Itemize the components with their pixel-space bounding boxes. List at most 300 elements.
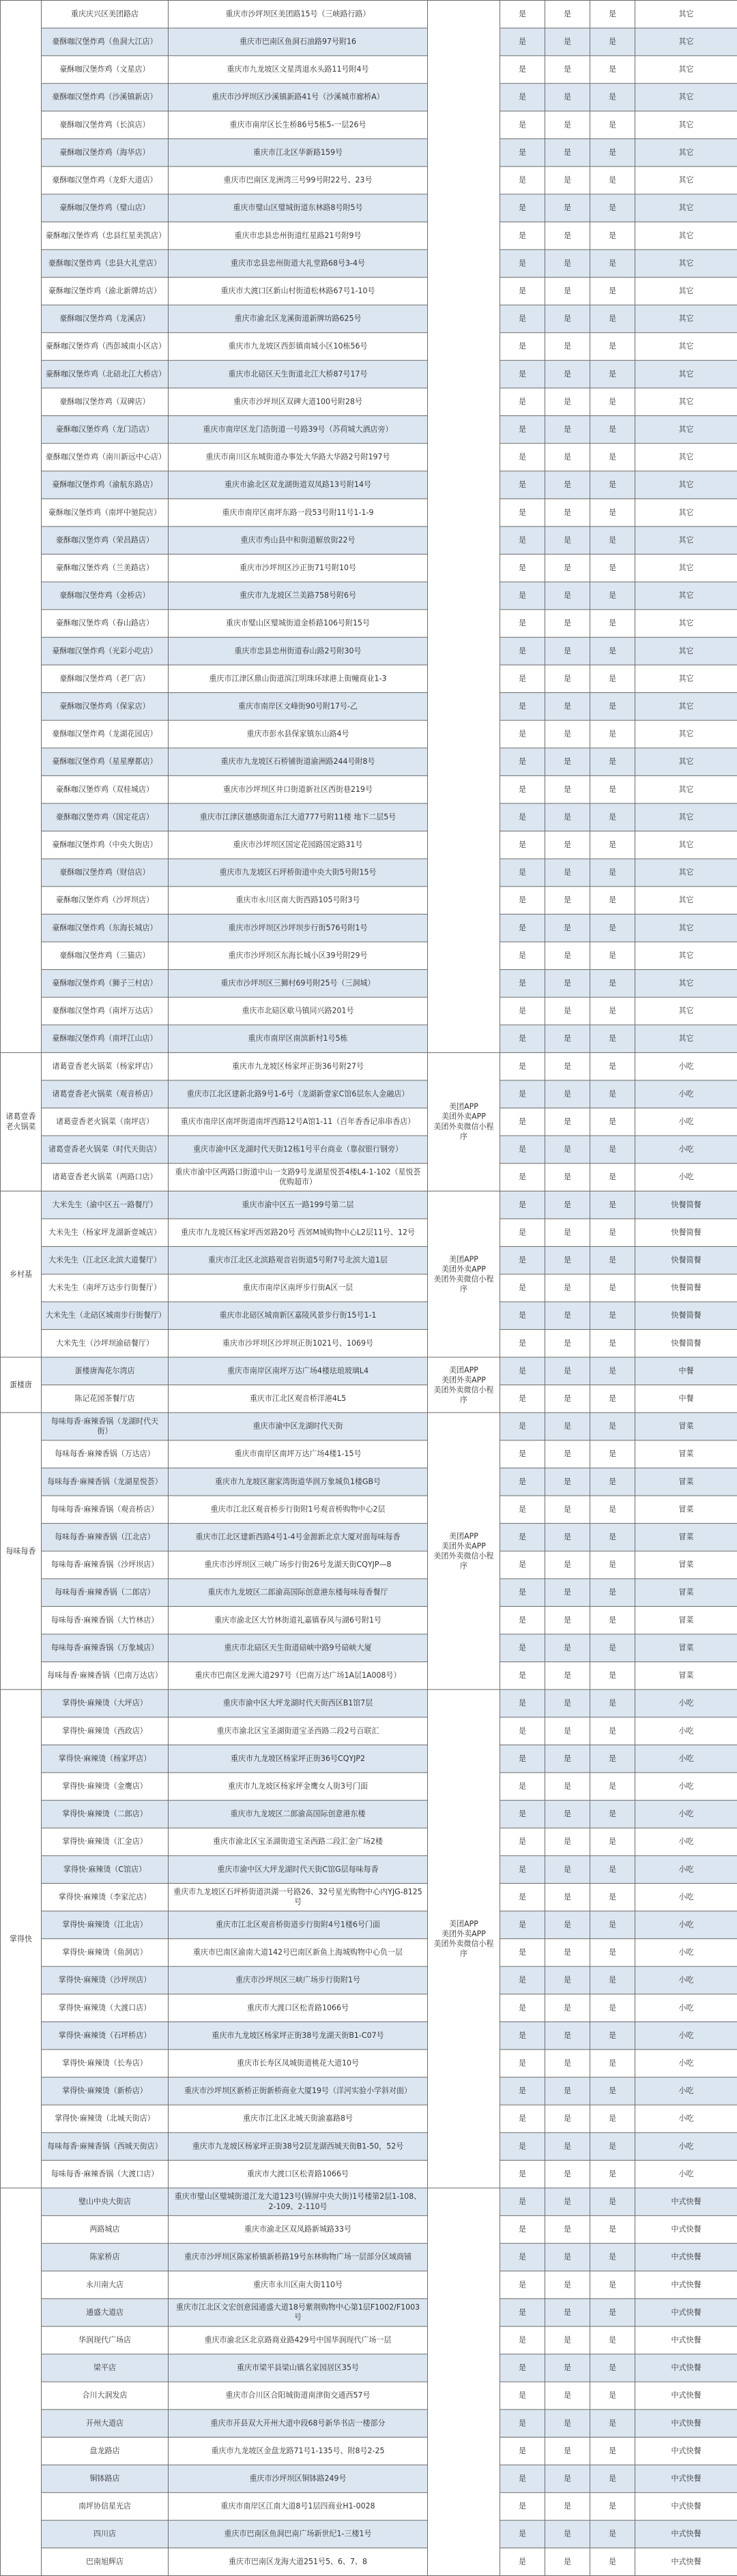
store-address-cell: 重庆市南岸区南坪万达广场4楼1-15号 [169,1440,428,1468]
flag-b-cell: 是 [545,1662,590,1690]
store-address-cell: 重庆市璧山区璧城街道金桥路106号附15号 [169,610,428,638]
table-row [1,139,737,167]
flag-b-cell: 是 [545,1496,590,1524]
store-address-cell: 重庆市大渡口区松青路1066号 [169,2160,428,2188]
flag-c-cell: 是 [590,527,635,554]
table-row [1,2049,737,2077]
flag-c-cell: 是 [590,2520,635,2548]
category-cell: 中式快餐 [635,2548,737,2576]
flag-b-cell: 是 [545,2022,590,2049]
category-cell: 快餐简餐 [635,1219,737,1247]
store-address-cell: 重庆市江北区华新路159号 [169,139,428,167]
flag-c-cell: 是 [590,693,635,721]
category-cell: 其它 [635,554,737,582]
table-row [1,1801,737,1829]
flag-c-cell: 是 [590,1385,635,1413]
flag-b-cell: 是 [545,859,590,887]
flag-a-cell: 是 [500,1468,545,1496]
flag-a-cell: 是 [500,2077,545,2105]
category-cell: 快餐简餐 [635,1302,737,1330]
table-row [1,2382,737,2410]
flag-c-cell: 是 [590,83,635,111]
table-row [1,1080,737,1108]
store-address-cell: 重庆市九龙坡区兰美路758号附6号 [169,582,428,610]
flag-a-cell: 是 [500,56,545,84]
flag-a-cell: 是 [500,1634,545,1662]
flag-a-cell: 是 [500,2133,545,2161]
flag-c-cell: 是 [590,1856,635,1884]
flag-a-cell: 是 [500,2493,545,2521]
flag-b-cell: 是 [545,250,590,278]
flag-c-cell: 是 [590,388,635,416]
store-name-cell: 豪酥咖汉堡炸鸡（国定花店） [42,803,169,831]
table-row [1,693,737,721]
flag-a-cell: 是 [500,111,545,139]
category-cell: 小吃 [635,1080,737,1108]
flag-b-cell: 是 [545,582,590,610]
store-address-cell: 重庆市沙坪坝区沙坪坝正街1021号、1069号 [169,1329,428,1357]
flag-c-cell: 是 [590,582,635,610]
flag-b-cell: 是 [545,970,590,998]
flag-a-cell: 是 [500,1329,545,1357]
table-row [1,1496,737,1524]
store-address-cell: 重庆市忠县忠州街道春山路2号附30号 [169,637,428,665]
brand-cell [1,1,42,1053]
table-row [1,2548,737,2576]
flag-a-cell: 是 [500,554,545,582]
platform-cell: 美团APP 美团外卖APP 美团外卖微信小程序 [428,1191,500,1357]
store-name-cell: 豪酥咖汉堡炸鸡（龙门浩店） [42,416,169,444]
store-name-cell: 豪酥咖汉堡炸鸡（西彭城南小区店） [42,333,169,361]
store-name-cell: 豪酥咖汉堡炸鸡（三猫店） [42,942,169,970]
category-cell: 中餐 [635,1385,737,1413]
flag-a-cell: 是 [500,2437,545,2465]
flag-b-cell: 是 [545,2465,590,2493]
flag-b-cell: 是 [545,1052,590,1080]
category-cell: 其它 [635,775,737,803]
category-cell: 小吃 [635,1911,737,1939]
store-address-cell: 重庆市沙坪坝区陈家桥镇新桥路19号东林购物广场一层部分区域商铺 [169,2243,428,2271]
table-row [1,1,737,29]
category-cell: 中式快餐 [635,2243,737,2271]
flag-b-cell: 是 [545,499,590,527]
brand-cell [1,2188,42,2575]
flag-b-cell: 是 [545,2188,590,2216]
store-name-cell: 大米先生（北碚区城南步行街餐厅） [42,1302,169,1330]
store-name-cell: 掌得快·麻辣烫（长寿店） [42,2049,169,2077]
store-name-cell: 巴南旭辉店 [42,2548,169,2576]
flag-b-cell: 是 [545,416,590,444]
category-cell: 其它 [635,416,737,444]
store-address-cell: 重庆市璧山区璧城街道江龙大道123号(锦屏中央大街)1号楼第2层1-108、2-109、2-110号 [169,2188,428,2216]
platform-cell [428,1,500,1053]
flag-b-cell: 是 [545,360,590,388]
flag-b-cell: 是 [545,1329,590,1357]
store-address-cell: 重庆市江北区观音桥步行街附1号观音桥购物中心2层 [169,1496,428,1524]
category-cell: 其它 [635,222,737,250]
flag-c-cell: 是 [590,1219,635,1247]
store-address-cell: 重庆市大渡口区新山村街道松林路67号1-10号 [169,278,428,306]
flag-c-cell: 是 [590,139,635,167]
category-cell: 快餐简餐 [635,1247,737,1275]
flag-c-cell: 是 [590,2298,635,2326]
flag-b-cell: 是 [545,1773,590,1801]
flag-b-cell: 是 [545,527,590,554]
flag-a-cell: 是 [500,2271,545,2299]
store-address-cell: 重庆市北碚区天生街道北江大桥87号17号 [169,360,428,388]
flag-c-cell: 是 [590,1412,635,1440]
store-address-cell: 重庆市沙坪坝区新桥正街新桥商业大厦19号（洋河实验小学斜对面） [169,2077,428,2105]
store-address-cell: 重庆市巴南区龙洲湾三号99号附22号、23号 [169,166,428,194]
flag-a-cell: 是 [500,2243,545,2271]
table-row [1,2022,737,2049]
flag-b-cell: 是 [545,2049,590,2077]
table-row [1,1357,737,1385]
flag-b-cell: 是 [545,554,590,582]
flag-a-cell: 是 [500,1717,545,1745]
store-address-cell: 重庆市渝中区龙湖时代天街12栋1号平台商业（靠叔银行钢旁） [169,1136,428,1164]
store-name-cell: 掌得快·麻辣烫（西政店） [42,1717,169,1745]
store-name-cell: 豪酥咖汉堡炸鸡（东海长城店） [42,914,169,942]
category-cell: 中式快餐 [635,2465,737,2493]
flag-c-cell: 是 [590,1883,635,1911]
category-cell: 小吃 [635,1164,737,1191]
category-cell: 其它 [635,887,737,915]
store-name-cell: 诸葛壹香老火锅菜（观音桥店） [42,1080,169,1108]
category-cell: 其它 [635,139,737,167]
flag-b-cell: 是 [545,1385,590,1413]
category-cell: 其它 [635,748,737,776]
table-row [1,2243,737,2271]
flag-c-cell: 是 [590,1357,635,1385]
store-address-cell: 重庆市九龙坡区石坪桥街道洪湖一号路26、32号星光购物中心内YJG-8125号 [169,1883,428,1911]
flag-a-cell: 是 [500,1025,545,1053]
store-name-cell: 豪酥咖汉堡炸鸡（中央大街店） [42,831,169,859]
flag-c-cell: 是 [590,1302,635,1330]
store-address-cell: 重庆市江北区北城天街渝嘉路8号 [169,2105,428,2133]
category-cell: 其它 [635,83,737,111]
store-name-cell: 掌得快·麻辣烫（鱼洞店） [42,1939,169,1967]
store-address-cell: 重庆市九龙坡区二郎渝高国际创意港东楼每味每香餐厅 [169,1579,428,1607]
store-address-cell: 重庆市江北区北滨路观音岩街道5号附7号北滨大道1层 [169,1247,428,1275]
flag-a-cell: 是 [500,803,545,831]
flag-a-cell: 是 [500,166,545,194]
table-row [1,1191,737,1219]
store-address-cell: 重庆市璧山区璧城街道东林路8号附5号 [169,194,428,222]
flag-a-cell: 是 [500,28,545,56]
store-address-cell: 重庆市渝北区北京路商业路429号中国华润现代广场一层 [169,2326,428,2354]
flag-a-cell: 是 [500,2298,545,2326]
flag-c-cell: 是 [590,1274,635,1302]
store-address-cell: 重庆市沙坪坝区沙正街71号附10号 [169,554,428,582]
table-row [1,1939,737,1967]
category-cell: 中式快餐 [635,2298,737,2326]
category-cell: 其它 [635,859,737,887]
flag-b-cell: 是 [545,775,590,803]
flag-b-cell: 是 [545,166,590,194]
flag-a-cell: 是 [500,887,545,915]
flag-a-cell: 是 [500,1385,545,1413]
flag-b-cell: 是 [545,1856,590,1884]
flag-b-cell: 是 [545,2105,590,2133]
store-name-cell: 梁平店 [42,2354,169,2382]
store-address-cell: 重庆市北碚区城南新区嘉陵风景步行街15号1-1 [169,1302,428,1330]
store-name-cell: 掌得快·麻辣烫（沙坪坝店） [42,1966,169,1994]
store-name-cell: 诸葛壹香老火锅菜（两路口店） [42,1164,169,1191]
flag-b-cell: 是 [545,139,590,167]
store-name-cell: 掌得快·麻辣烫（李家沱店） [42,1883,169,1911]
store-name-cell: 掌得快·麻辣烫（大坪店） [42,1689,169,1717]
category-cell: 其它 [635,942,737,970]
store-name-cell: 每味每香·麻辣香锅（大竹林店） [42,1606,169,1634]
flag-a-cell: 是 [500,1801,545,1829]
store-address-cell: 重庆市南岸区长生桥86号5栋5-一层26号 [169,111,428,139]
flag-a-cell: 是 [500,1828,545,1856]
flag-b-cell: 是 [545,693,590,721]
store-address-cell: 重庆市九龙坡区石坪桥街道中央大街5号附15号 [169,859,428,887]
flag-b-cell: 是 [545,1108,590,1136]
category-cell: 冒菜 [635,1524,737,1552]
flag-a-cell: 是 [500,1164,545,1191]
store-name-cell: 陈家桥店 [42,2243,169,2271]
table-row [1,56,737,84]
flag-b-cell: 是 [545,2520,590,2548]
category-cell: 其它 [635,997,737,1025]
flag-a-cell: 是 [500,582,545,610]
flag-a-cell: 是 [500,997,545,1025]
table-row [1,305,737,333]
store-name-cell: 每味每香·麻辣香锅（大渡口店） [42,2160,169,2188]
store-name-cell: 大米先生（沙坪坝渝碚餐厅） [42,1329,169,1357]
table-row [1,1966,737,1994]
flag-c-cell: 是 [590,997,635,1025]
store-address-cell: 重庆市江北区观音桥洋港4L5 [169,1385,428,1413]
flag-a-cell: 是 [500,2216,545,2244]
store-address-cell: 重庆市江津区德感街道东江大道777号附11楼 地下二层5号 [169,803,428,831]
flag-a-cell: 是 [500,1662,545,1690]
table-row [1,2216,737,2244]
category-cell: 小吃 [635,1883,737,1911]
store-address-cell: 重庆市沙坪坝区沙坪坝步行街576号附1号 [169,914,428,942]
flag-b-cell: 是 [545,1801,590,1829]
flag-b-cell: 是 [545,1689,590,1717]
flag-a-cell: 是 [500,1496,545,1524]
flag-c-cell: 是 [590,333,635,361]
table-row [1,1662,737,1690]
store-name-cell: 每味每香·麻辣香锅（西城天街店） [42,2133,169,2161]
table-row [1,831,737,859]
category-cell: 冒菜 [635,1412,737,1440]
flag-b-cell: 是 [545,2326,590,2354]
table-row [1,1717,737,1745]
store-address-cell: 重庆市江津区鼎山街道滨江明珠环球港上街幢商业1-3 [169,665,428,693]
flag-c-cell: 是 [590,2326,635,2354]
store-name-cell: 掌得快·麻辣烫（二郎店） [42,1801,169,1829]
table-row [1,1412,737,1440]
flag-b-cell: 是 [545,2437,590,2465]
store-name-cell: 豪酥咖汉堡炸鸡（狮子三村店） [42,970,169,998]
store-address-cell: 重庆市江北区文宏创意园通盛大道18号紫荆购物中心第1层F1002/F1003号 [169,2298,428,2326]
flag-a-cell: 是 [500,693,545,721]
category-cell: 其它 [635,803,737,831]
flag-b-cell: 是 [545,1606,590,1634]
flag-b-cell: 是 [545,2493,590,2521]
store-address-cell: 重庆市永川区南大街110号 [169,2271,428,2299]
store-name-cell: 开州大道店 [42,2410,169,2438]
store-address-cell: 重庆市渝北区宝圣湖街道宝圣西路二段汇金广场2楼 [169,1828,428,1856]
table-row [1,554,737,582]
store-address-cell: 重庆市沙坪坝区井口街道新社区西街巷219号 [169,775,428,803]
table-row [1,748,737,776]
flag-b-cell: 是 [545,1219,590,1247]
store-name-cell: 豪酥咖汉堡炸鸡（保家店） [42,693,169,721]
flag-a-cell: 是 [500,1606,545,1634]
flag-a-cell: 是 [500,1219,545,1247]
store-name-cell: 南坪协信星光店 [42,2493,169,2521]
store-address-cell: 重庆市九龙坡区杨家坪正街36号附27号 [169,1052,428,1080]
flag-a-cell: 是 [500,222,545,250]
store-name-cell: 通盛大道店 [42,2298,169,2326]
flag-a-cell: 是 [500,1191,545,1219]
flag-b-cell: 是 [545,278,590,306]
table-row [1,1828,737,1856]
flag-a-cell: 是 [500,1745,545,1773]
store-name-cell: 豪酥咖汉堡炸鸡（老厂店） [42,665,169,693]
flag-a-cell: 是 [500,665,545,693]
flag-a-cell: 是 [500,305,545,333]
category-cell: 小吃 [635,1773,737,1801]
category-cell: 其它 [635,1025,737,1053]
store-address-cell: 重庆市巴南区鱼洞石油路97号附16 [169,28,428,56]
flag-b-cell: 是 [545,1745,590,1773]
flag-c-cell: 是 [590,1191,635,1219]
flag-a-cell: 是 [500,360,545,388]
table-row [1,1911,737,1939]
table-row [1,859,737,887]
category-cell: 快餐简餐 [635,1191,737,1219]
store-name-cell: 永川南大店 [42,2271,169,2299]
category-cell: 其它 [635,831,737,859]
table-row [1,1302,737,1330]
category-cell: 中式快餐 [635,2410,737,2438]
store-name-cell: 豪酥咖汉堡炸鸡（南坪中驰院店） [42,499,169,527]
store-address-cell: 重庆市巴南区渝南大道142号巴南区新鱼上海城购物中心负一层 [169,1939,428,1967]
flag-a-cell: 是 [500,1274,545,1302]
store-address-cell: 重庆市南岸区龙门浩街道一号路39号（苏荷城大酒店旁） [169,416,428,444]
flag-a-cell: 是 [500,1994,545,2022]
flag-c-cell: 是 [590,1524,635,1552]
store-address-cell: 重庆市南川区东城街道办事处大华路大华路2号附197号 [169,443,428,471]
flag-a-cell: 是 [500,914,545,942]
table-row [1,2354,737,2382]
flag-c-cell: 是 [590,1717,635,1745]
store-address-cell: 重庆市九龙坡区杨家坪正街36号CQYJP2 [169,1745,428,1773]
table-row [1,2133,737,2161]
store-address-cell: 重庆市沙坪坝区国定花园路国定路31号 [169,831,428,859]
flag-c-cell: 是 [590,1994,635,2022]
flag-c-cell: 是 [590,554,635,582]
store-name-cell: 璧山中央大街店 [42,2188,169,2216]
store-name-cell: 重庆庆兴区美团路店 [42,1,169,29]
store-name-cell: 豪酥咖汉堡炸鸡（北碚北江大桥店） [42,360,169,388]
table-row [1,1274,737,1302]
flag-c-cell: 是 [590,859,635,887]
store-address-cell: 重庆市梁平县梁山镇名家园居区35号 [169,2354,428,2382]
table-row [1,1247,737,1275]
flag-a-cell: 是 [500,278,545,306]
flag-a-cell: 是 [500,2105,545,2133]
flag-c-cell: 是 [590,2188,635,2216]
flag-c-cell: 是 [590,1745,635,1773]
store-name-cell: 诸葛壹香老火锅菜（杨家坪店） [42,1052,169,1080]
brand-cell: 每味每香 [1,1412,42,1689]
table-row [1,166,737,194]
table-row [1,997,737,1025]
flag-a-cell: 是 [500,1247,545,1275]
table-row [1,1052,737,1080]
table-row [1,2493,737,2521]
flag-a-cell: 是 [500,139,545,167]
store-address-cell: 重庆市南岸区南坪东路一段53号附11号1-1-9 [169,499,428,527]
category-cell: 小吃 [635,1745,737,1773]
flag-b-cell: 是 [545,1136,590,1164]
store-name-cell: 掌得快·麻辣烫（大渡口店） [42,1994,169,2022]
flag-a-cell: 是 [500,527,545,554]
brand-cell: 掌得快 [1,1689,42,2188]
flag-a-cell: 是 [500,1524,545,1552]
store-address-cell: 重庆市南岸区南坪万达广场4楼珐琅玻璃L4 [169,1357,428,1385]
flag-c-cell: 是 [590,1136,635,1164]
flag-c-cell: 是 [590,1579,635,1607]
store-name-cell: 豪酥咖汉堡炸鸡（南坪江山店） [42,1025,169,1053]
store-address-cell: 重庆市巴南区龙海大道251号5、6、7、8 [169,2548,428,2576]
store-name-cell: 豪酥咖汉堡炸鸡（忠县大礼堂店） [42,250,169,278]
category-cell: 快餐简餐 [635,1274,737,1302]
table-row [1,443,737,471]
flag-c-cell: 是 [590,914,635,942]
flag-c-cell: 是 [590,1496,635,1524]
table-row [1,2465,737,2493]
flag-a-cell: 是 [500,1412,545,1440]
store-address-cell: 重庆市渝北区双凤路新城路33号 [169,2216,428,2244]
flag-a-cell: 是 [500,471,545,499]
flag-b-cell: 是 [545,194,590,222]
flag-c-cell: 是 [590,720,635,748]
flag-c-cell: 是 [590,2077,635,2105]
store-name-cell: 每味每香·麻辣香锅（江北店） [42,1524,169,1552]
store-name-cell: 诸葛壹香老火锅菜（时代天街店） [42,1136,169,1164]
table-row [1,665,737,693]
category-cell: 中式快餐 [635,2437,737,2465]
store-name-cell: 大米先生（江北区北滨大道餐厅） [42,1247,169,1275]
store-name-cell: 豪酥咖汉堡炸鸡（渝北新牌坊店） [42,278,169,306]
flag-c-cell: 是 [590,1689,635,1717]
table-row [1,1136,737,1164]
table-row [1,1164,737,1191]
table-row [1,1551,737,1579]
table-row [1,2298,737,2326]
table-row [1,499,737,527]
category-cell: 小吃 [635,1828,737,1856]
table-row [1,914,737,942]
brand-cell: 蛋楼唐 [1,1357,42,1412]
flag-c-cell: 是 [590,28,635,56]
table-row [1,250,737,278]
store-name-cell: 掌得快·麻辣烫（北城天街店） [42,2105,169,2133]
store-name-cell: 掌得快·麻辣烫（杨家坪店） [42,1745,169,1773]
category-cell: 其它 [635,111,737,139]
store-address-cell: 重庆市彭水县保家镇东山路4号 [169,720,428,748]
